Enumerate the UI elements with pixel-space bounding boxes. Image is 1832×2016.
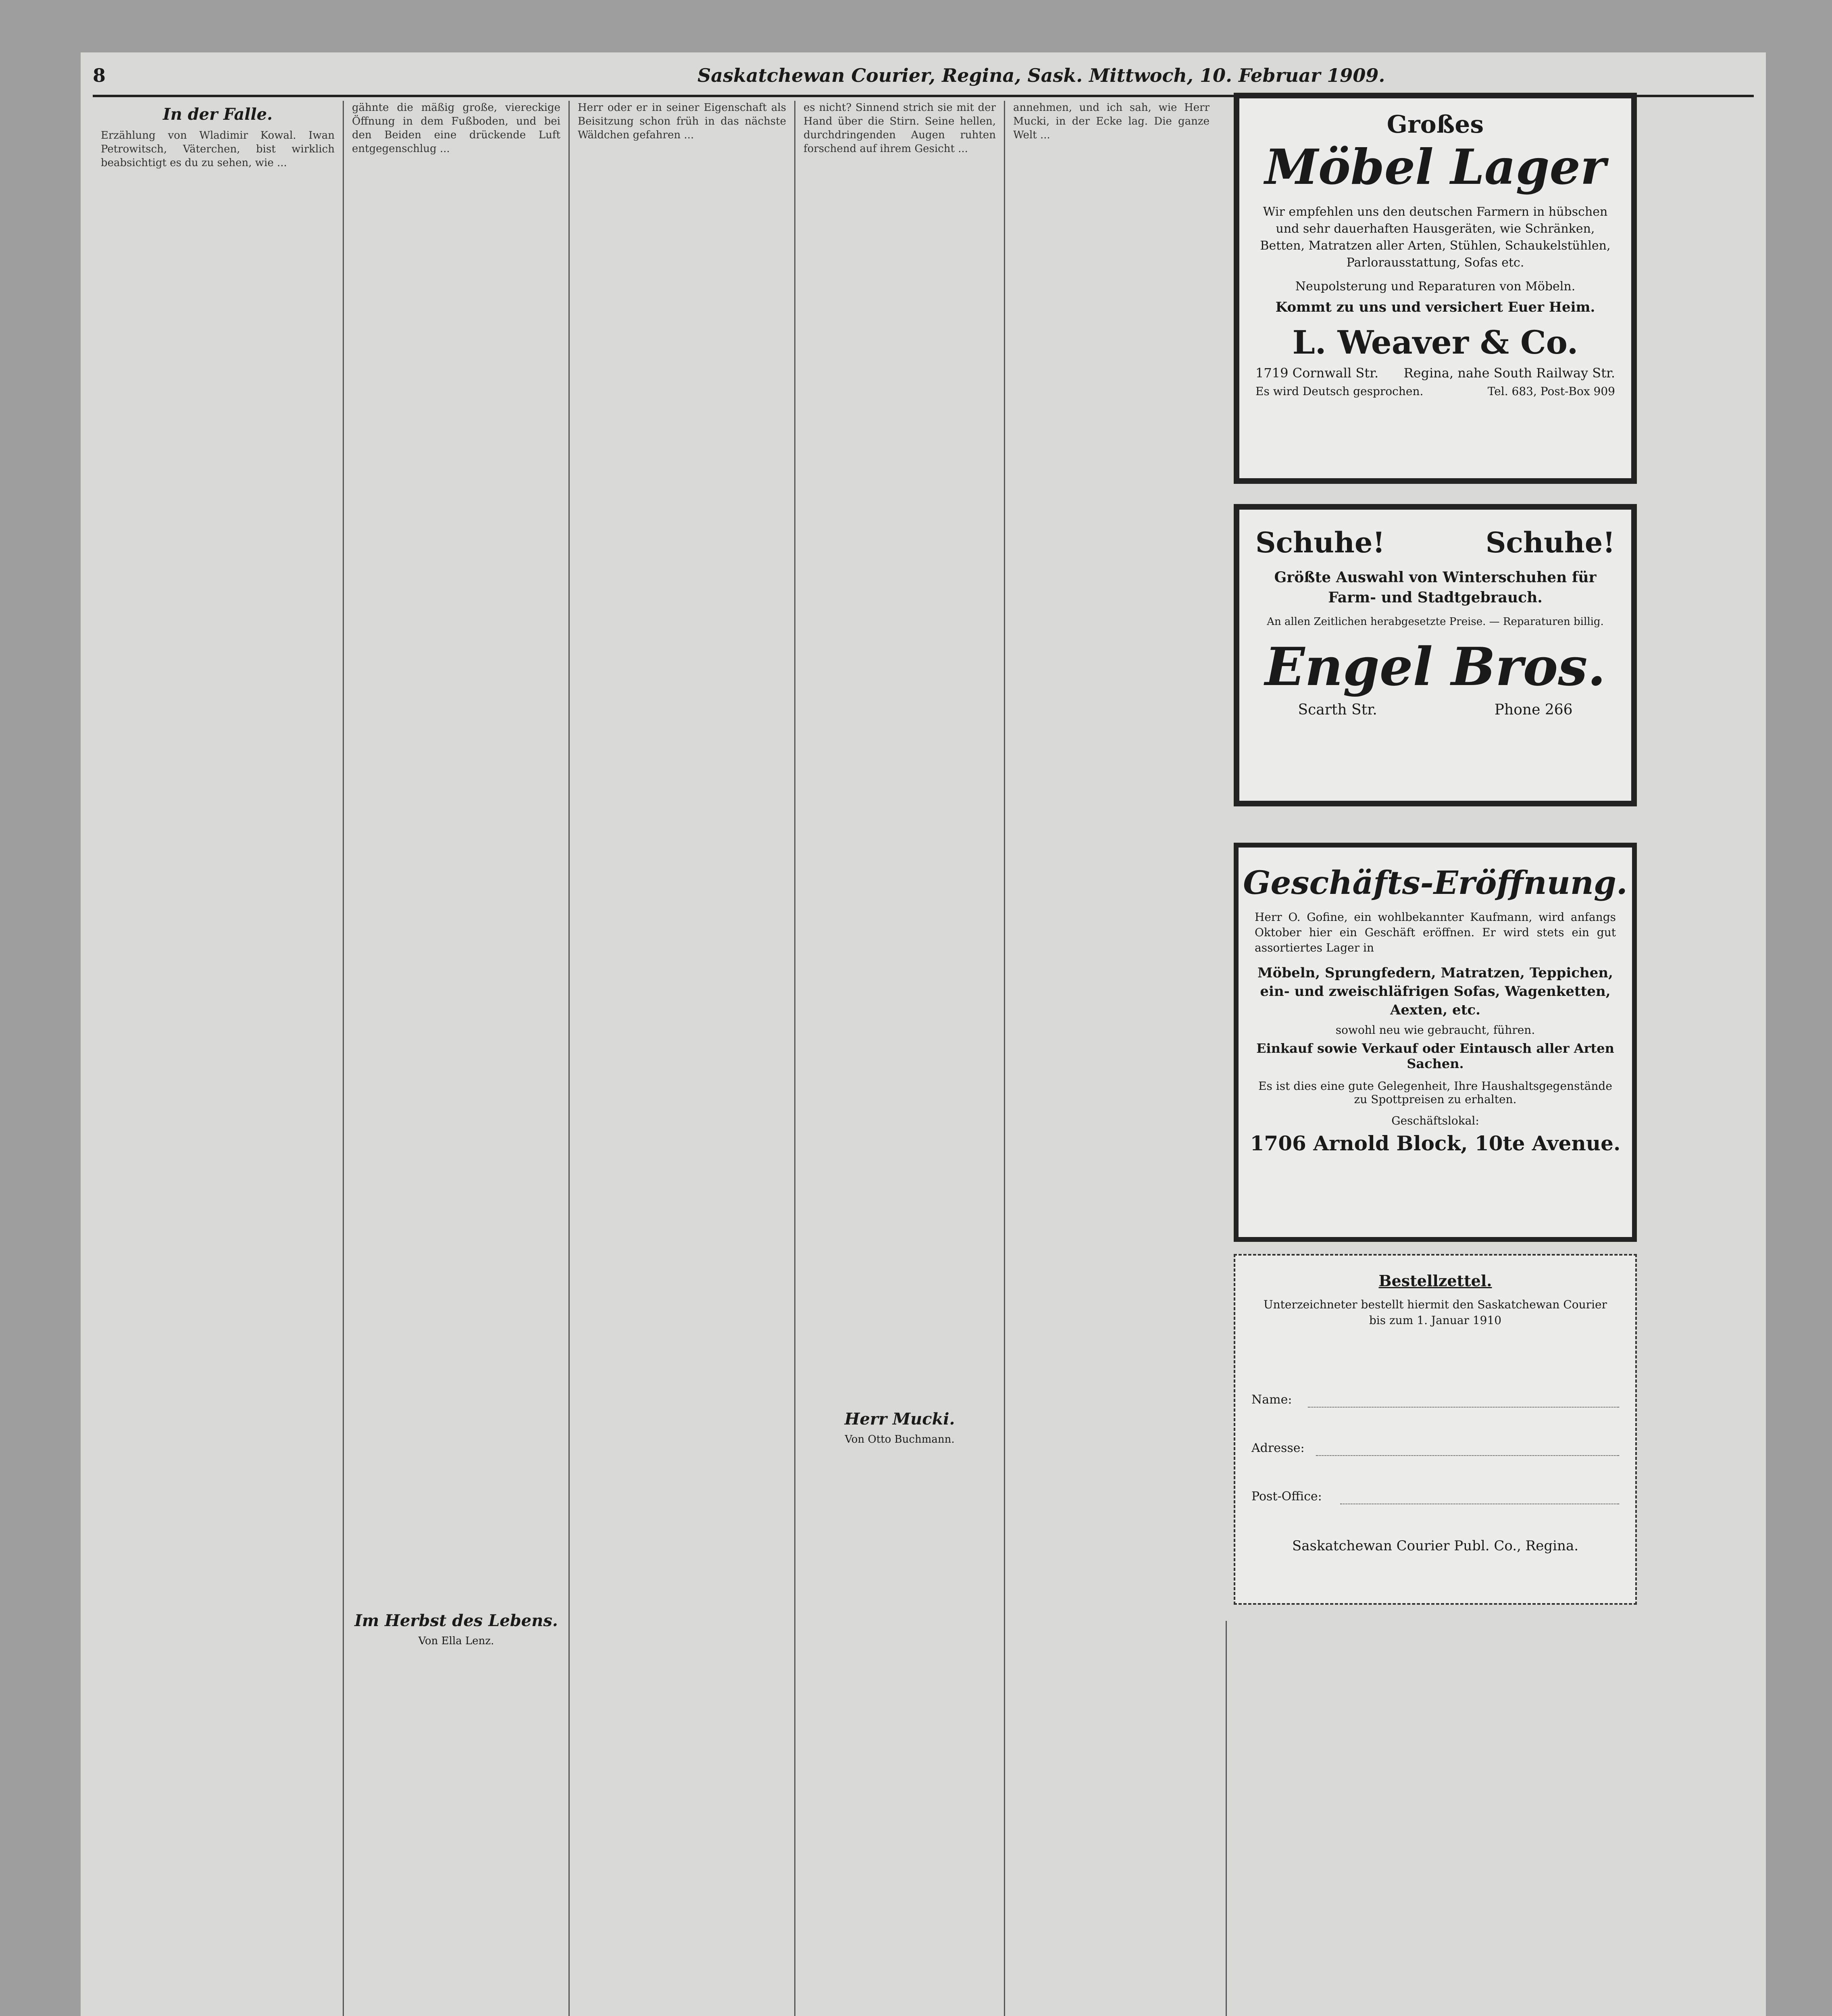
ad-heading-right: Schuhe! xyxy=(1485,526,1615,559)
ad-repair: Neupolsterung und Reparaturen von Möbeln. xyxy=(1295,279,1576,294)
column-text: annehmen, und ich sah, wie Herr Mucki, in der Ecke lag. Die ganze Welt ... xyxy=(1013,102,1210,141)
ad-city: Regina, nahe South Railway Str. xyxy=(1403,365,1615,381)
column-4 xyxy=(794,101,1004,2016)
ad-company: L. Weaver & Co. xyxy=(1292,323,1578,361)
ad-heading-left: Schuhe! xyxy=(1255,526,1385,559)
ad-label: Geschäftslokal: xyxy=(1391,1114,1479,1127)
column-6 xyxy=(1226,1621,1637,2016)
byline: Von Otto Buchmann. xyxy=(845,1433,955,1445)
ad-closing: Es ist dies eine gute Gelegenheit, Ihre Haushaltsgegenstände zu Spottpreisen zu erhalten. xyxy=(1258,1079,1612,1106)
page-number: 8 xyxy=(93,65,106,86)
post-office-label: Post-Office: xyxy=(1251,1489,1322,1504)
ad-title: Möbel Lager xyxy=(1264,139,1606,196)
ad-street: Scarth Str. xyxy=(1298,702,1377,718)
masthead-title: Saskatchewan Courier, Regina, Sask. Mittwoch, 10. Februar 1909. xyxy=(697,65,1385,86)
ad-address: 1706 Arnold Block, 10te Avenue. xyxy=(1250,1131,1621,1155)
ad-body: Wir empfehlen uns den deutschen Farmern in hübschen und sehr dauerhaften Hausgeräten, wie Schränken, Betten, Matratzen aller Arten, Stühlen, Schaukelstühlen, Parlorausstattung, Sofas etc. xyxy=(1260,205,1611,270)
order-form xyxy=(1234,1254,1637,1605)
ad-cta: Kommt zu uns und versichert Euer Heim. xyxy=(1275,299,1595,315)
ad-goods: Möbeln, Sprungfedern, Matratzen, Teppichen, ein- und zweischläfrigen Sofas, Wagenketten, Aexten, etc. xyxy=(1257,965,1613,1018)
ad-geschaefts-eroeffnung xyxy=(1234,843,1637,1242)
ad-schuhe xyxy=(1234,504,1637,806)
ad-moebel-lager xyxy=(1234,93,1637,484)
address-field[interactable] xyxy=(1316,1455,1619,1456)
name-field[interactable] xyxy=(1308,1407,1619,1408)
ad-lang: Es wird Deutsch gesprochen. xyxy=(1255,385,1424,398)
order-form-footer: Saskatchewan Courier Publ. Co., Regina. xyxy=(1292,1538,1579,1554)
column-3 xyxy=(568,101,794,2016)
ad-title: Geschäfts-Eröffnung. xyxy=(1243,864,1628,902)
masthead xyxy=(93,65,1754,93)
column-text: gähnte die mäßig große, viereckige Öffnung in dem Fußboden, und bei den Beiden eine drückende Luft entgegenschlug ... xyxy=(352,102,560,155)
byline: Von Ella Lenz. xyxy=(418,1635,494,1647)
column-text: Herr oder er in seiner Eigenschaft als Beisitzung schon früh in das nächste Wäldchen gefahren ... xyxy=(578,102,786,141)
section-headline: Im Herbst des Lebens. xyxy=(354,1611,558,1630)
order-form-title: Bestellzettel. xyxy=(1378,1272,1492,1290)
ad-address: 1719 Cornwall Str. xyxy=(1255,365,1379,381)
column-1 xyxy=(93,101,343,2016)
ad-body: Größte Auswahl von Winterschuhen für Farm- und Stadtgebrauch. xyxy=(1274,569,1597,606)
ad-phone: Phone 266 xyxy=(1494,702,1573,718)
order-form-line1: Unterzeichneter bestellt hiermit den Saskatchewan Courier xyxy=(1264,1298,1607,1311)
column-5 xyxy=(1004,101,1218,2016)
section-headline: Herr Mucki. xyxy=(844,1410,955,1429)
column-2 xyxy=(343,101,568,2016)
ad-note: An allen Zeitlichen herabgesetzte Preise. — Reparaturen billig. xyxy=(1267,616,1604,628)
ad-trade: Einkauf sowie Verkauf oder Eintausch aller Arten Sachen. xyxy=(1256,1041,1614,1071)
ad-also: sowohl neu wie gebraucht, führen. xyxy=(1335,1023,1535,1037)
column-text: es nicht? Sinnend strich sie mit der Hand über die Stirn. Seine hellen, durchdringenden Augen ruhten forschend auf ihrem Gesicht ... xyxy=(804,102,996,155)
ad-tel: Tel. 683, Post-Box 909 xyxy=(1487,385,1615,398)
ad-top: Großes xyxy=(1386,110,1484,139)
column-text: Erzählung von Wladimir Kowal. Iwan Petrowitsch, Väterchen, bist wirklich beabsichtigt es du zu sehen, wie ... xyxy=(101,129,335,169)
name-label: Name: xyxy=(1251,1393,1292,1407)
address-label: Adresse: xyxy=(1251,1441,1305,1455)
headline: In der Falle. xyxy=(162,105,273,124)
order-form-line2: bis zum 1. Januar 1910 xyxy=(1369,1314,1502,1327)
ad-company: Engel Bros. xyxy=(1265,636,1606,698)
ad-intro: Herr O. Gofine, ein wohlbekannter Kaufmann, wird anfangs Oktober hier ein Geschäft eröffnen. Er wird stets ein gut assortiertes Lager in xyxy=(1255,910,1616,954)
